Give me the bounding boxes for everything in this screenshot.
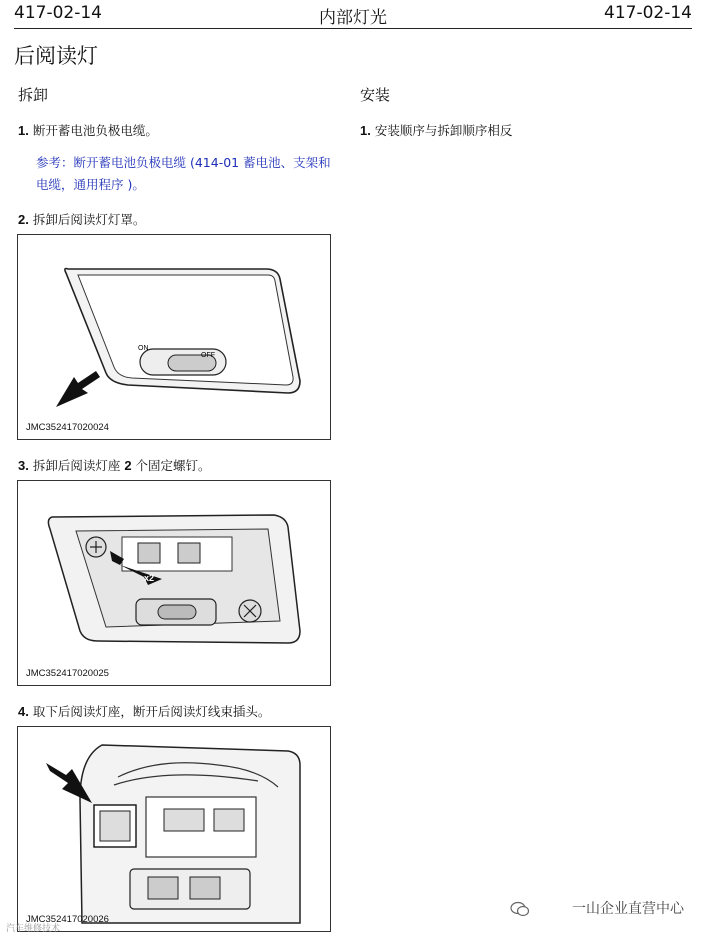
installation-step-1	[360, 121, 512, 139]
figure-connector	[17, 726, 331, 932]
step-number: 1.	[360, 123, 371, 138]
step-text: 取下后阅读灯座，断开后阅读灯线束插头。	[32, 704, 271, 719]
step-number: 2.	[18, 212, 29, 227]
step-text: 个固定螺钉。	[131, 458, 211, 473]
figure-caption: JMC352417020025	[26, 668, 109, 679]
footer-text: 汽车维修技术	[6, 924, 61, 934]
step-text: 拆卸后阅读灯座	[32, 458, 125, 473]
step-text: 断开蓄电池负极电缆。	[32, 123, 158, 138]
header-right-code: 417-02-14	[604, 3, 692, 23]
figure-lamp-base-screws	[17, 480, 331, 686]
installation-heading: 安装	[360, 86, 391, 104]
removal-step-2	[18, 210, 145, 228]
removal-step-3	[18, 456, 211, 474]
page-title: 后阅读灯	[14, 44, 98, 68]
reference-note: 参考：断开蓄电池负极电缆 (414-01 蓄电池、支架和电缆，通用程序 )。	[36, 155, 331, 192]
figure-caption: JMC352417020026	[26, 914, 109, 925]
watermark-text: 一山企业直营中心	[572, 901, 684, 917]
header-section-title: 内部灯光	[319, 8, 387, 28]
header-left-code: 417-02-14	[14, 3, 102, 23]
page-header	[14, 0, 692, 29]
figure-caption: JMC352417020024	[26, 422, 109, 433]
arrow-icon	[56, 371, 100, 407]
removal-heading: 拆卸	[18, 86, 49, 104]
step-number: 1.	[18, 123, 29, 138]
step-number: 3.	[18, 458, 29, 473]
removal-step-1	[18, 121, 158, 139]
wechat-icon	[510, 901, 530, 917]
screw-count-callout: x2	[144, 573, 155, 583]
step-text: 拆卸后阅读灯灯罩。	[32, 212, 146, 227]
step-text: 安装顺序与拆卸顺序相反	[374, 123, 513, 138]
screw-count: 2	[124, 458, 132, 473]
switch-off-label: OFF	[201, 352, 215, 359]
switch-on-label: ON	[138, 345, 149, 352]
removal-step-4	[18, 702, 270, 720]
step-number: 4.	[18, 704, 29, 719]
figure-lamp-cover	[17, 234, 331, 440]
